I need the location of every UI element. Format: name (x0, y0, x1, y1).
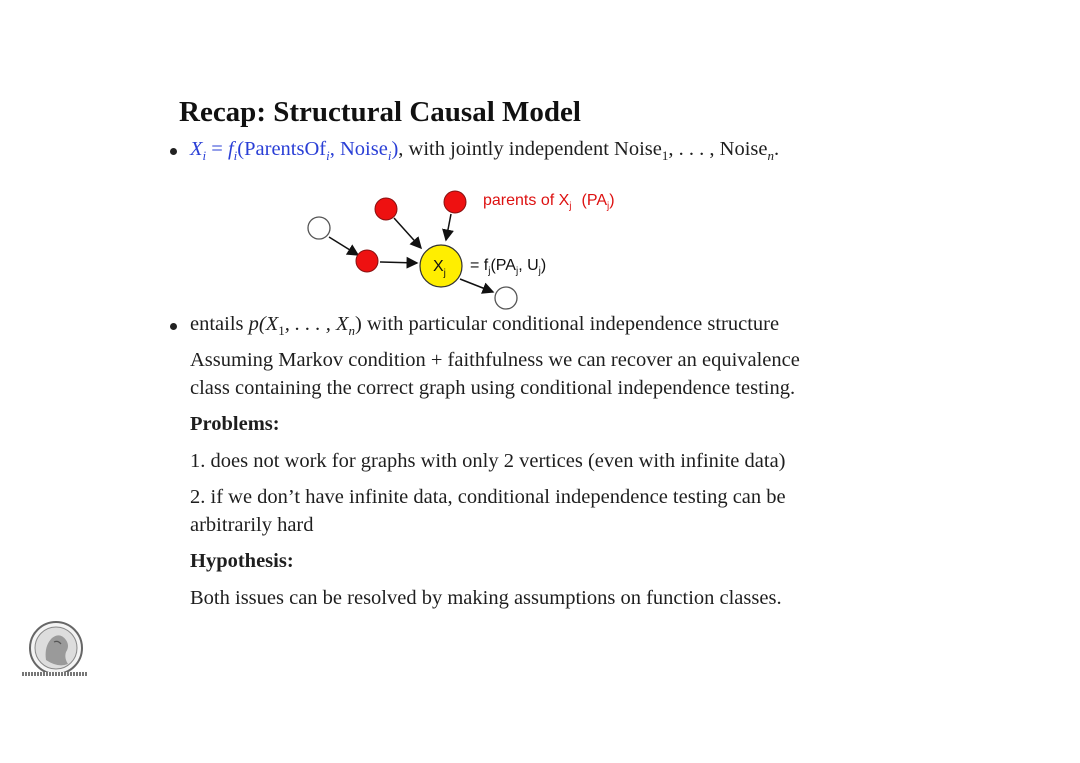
parent-node-3 (356, 250, 378, 272)
institute-logo (28, 620, 84, 676)
bullet-2: entails $p(X_1$, . . . , $X_n$) with particular conditional independence structure (190, 313, 780, 339)
paragraph-line: class containing the correct graph using conditional independence testing. (190, 377, 796, 399)
exogenous-node (308, 217, 330, 239)
bullet-1: $X_i$ = $f_i(ParentsOf_i$, Noise$_i$), with jointly independent Noise$_1$, . . . , Noise$_n$. (190, 138, 780, 164)
edge-parent1-to-xj (394, 218, 421, 248)
edge-parent3-to-xj (380, 262, 417, 263)
hypothesis-heading: Hypothesis: (190, 550, 294, 572)
causal-graph-diagram (300, 182, 660, 312)
slide-title: Recap: Structural Causal Model (179, 96, 581, 128)
bullet-dot-1 (170, 148, 177, 155)
problem-item-2: 2. if we don’t have infinite data, conditional independence testing can be (190, 486, 786, 508)
parent-node-1 (375, 198, 397, 220)
bullet-dot-2 (170, 323, 177, 330)
edge-white-to-red (329, 237, 358, 255)
problem-item-2-cont: arbitrarily hard (190, 514, 314, 536)
logo-caption-band (22, 672, 88, 676)
node-xj-label: $X_j$ (433, 258, 446, 279)
problems-heading: Problems: (190, 413, 280, 435)
equation-label: = $f_j(PA_j$, $U_j$) (470, 257, 547, 277)
parents-label: parents of $X_j$ $(PA_j)$ (483, 192, 615, 212)
problem-item-1: 1. does not work for graphs with only 2 vertices (even with infinite data) (190, 450, 786, 472)
parent-node-2 (444, 191, 466, 213)
child-node (495, 287, 517, 309)
hypothesis-text: Both issues can be resolved by making assumptions on function classes. (190, 587, 782, 609)
paragraph-line: Assuming Markov condition + faithfulness we can recover an equivalence (190, 349, 800, 371)
edge-parent2-to-xj (446, 214, 451, 240)
structural-equation: $X_i$ = $f_i(ParentsOf_i$, Noise$_i$) (190, 138, 399, 164)
edge-xj-to-child (460, 279, 493, 292)
